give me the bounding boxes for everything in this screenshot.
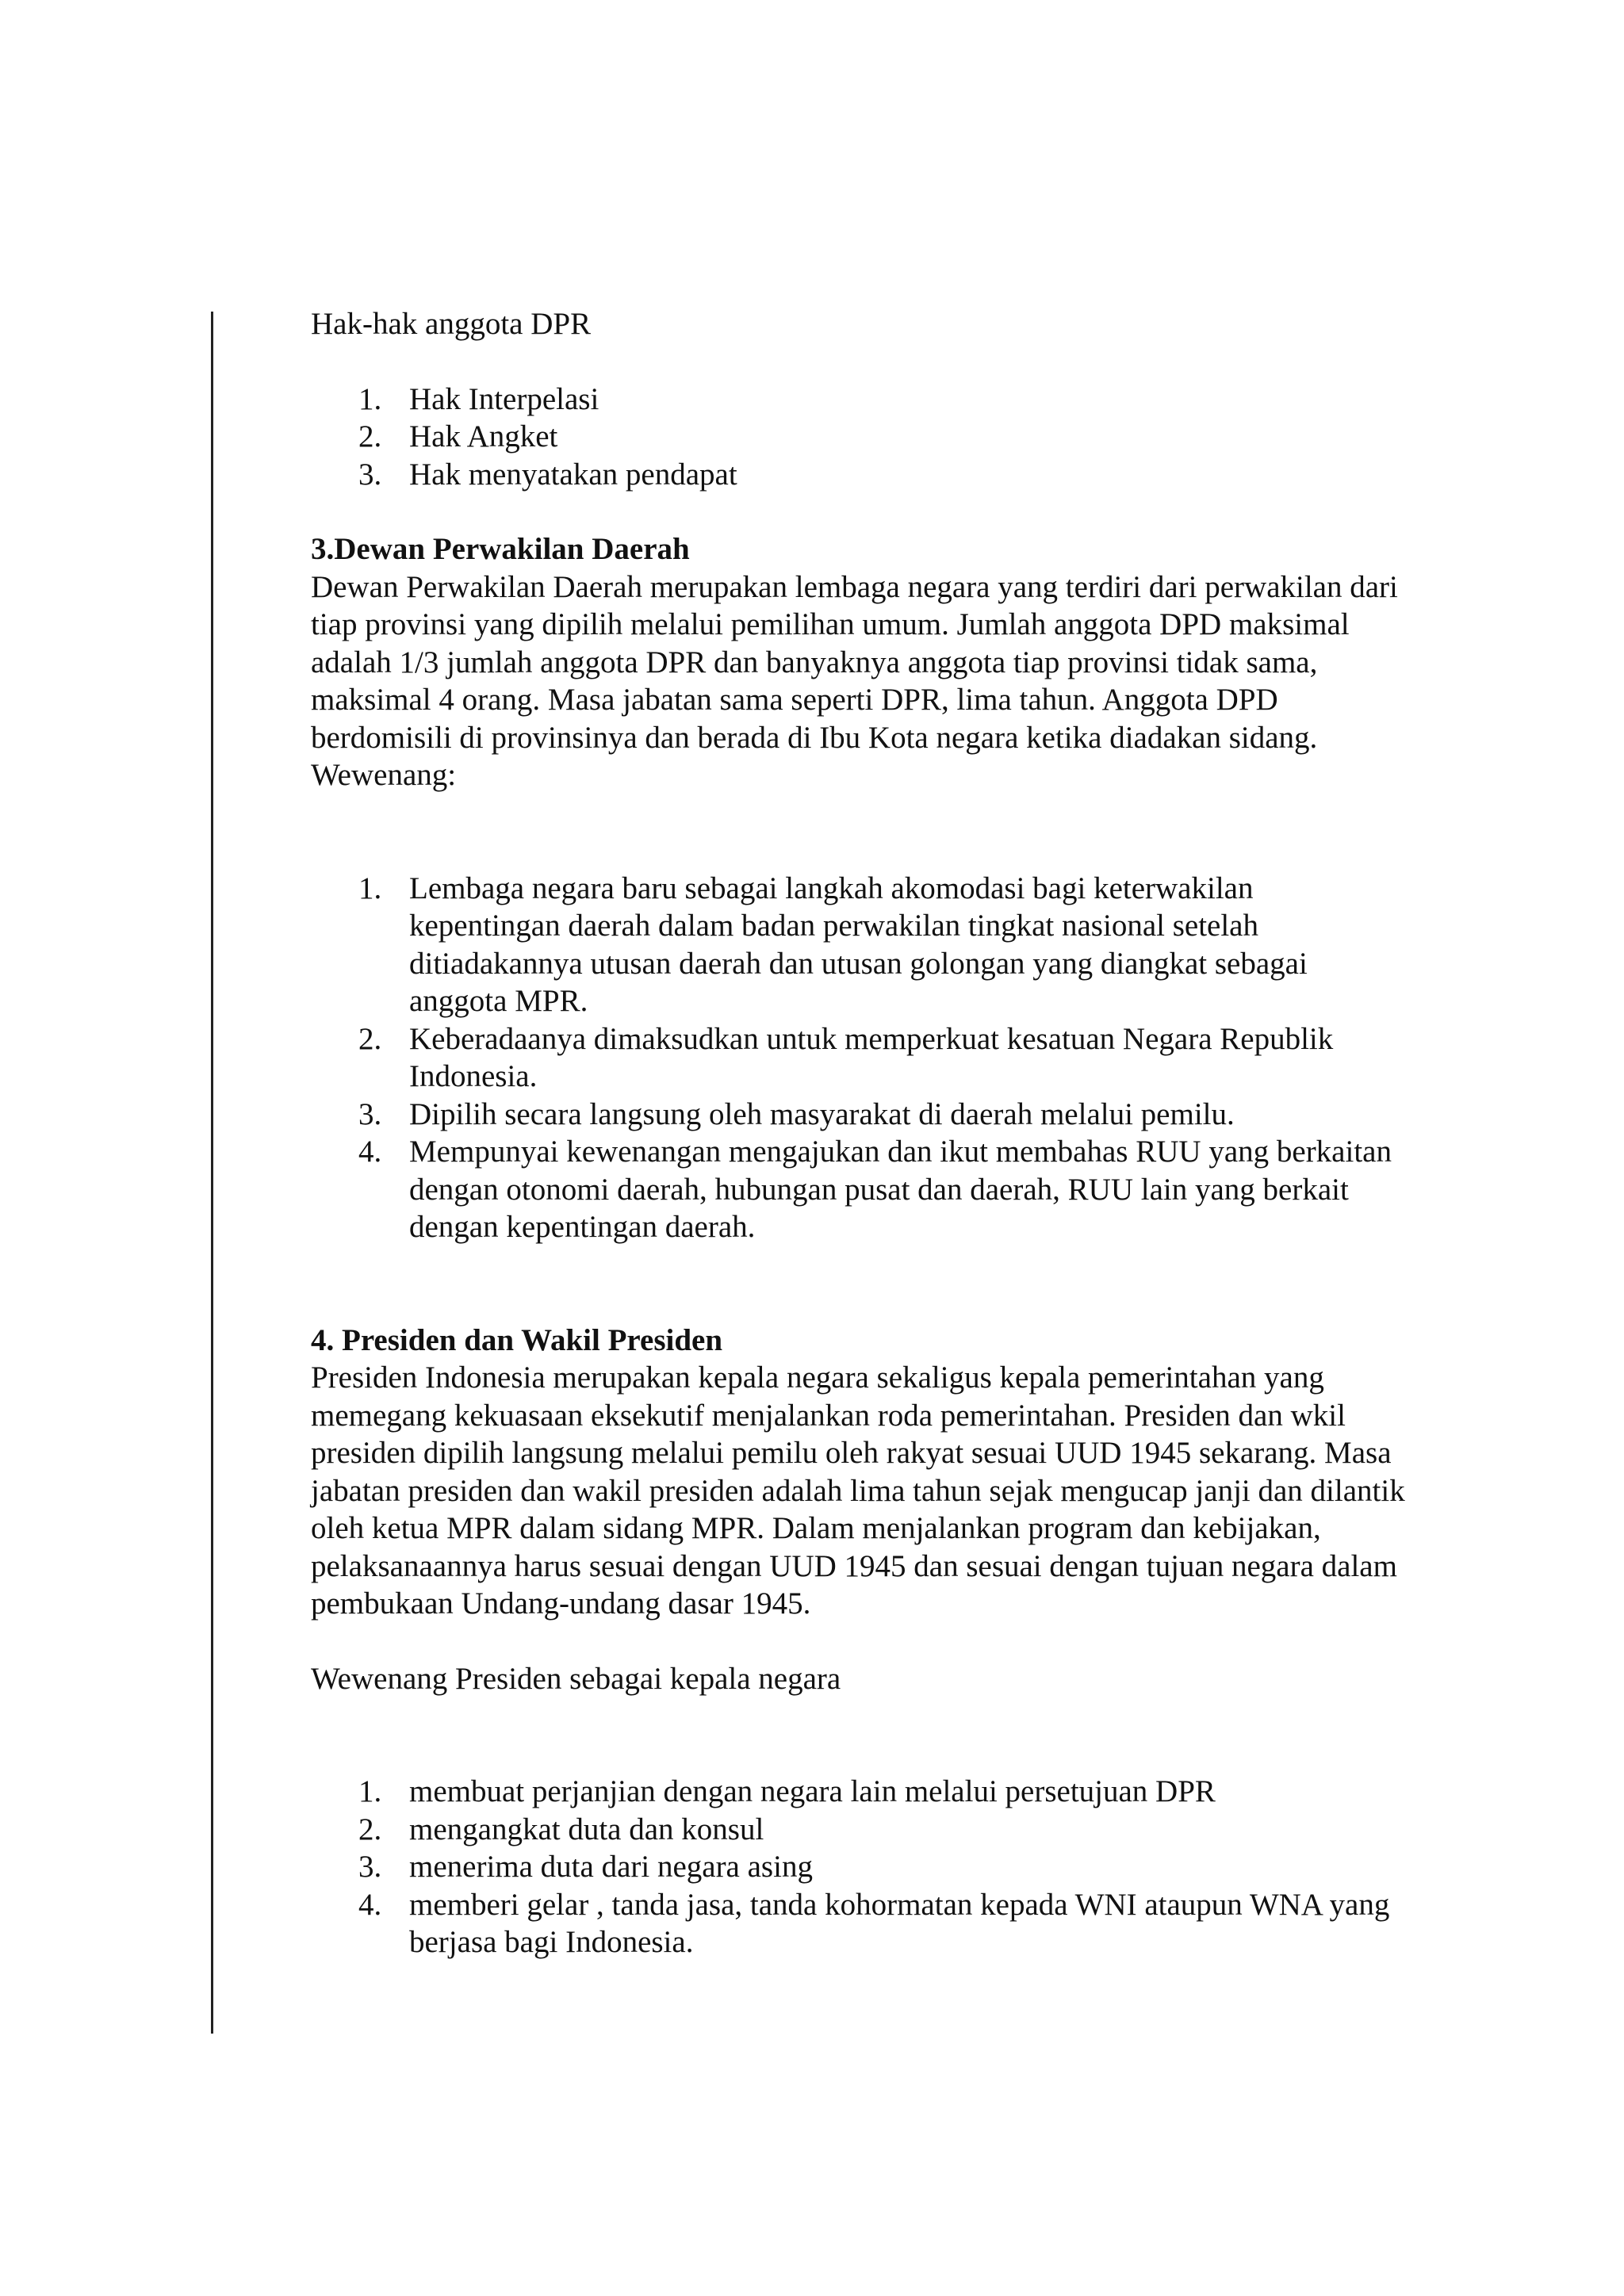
dpr-rights-list [311, 381, 1405, 494]
presiden-wewenang-list [311, 1773, 1405, 1961]
dpd-wewenang-label: Wewenang: [311, 758, 457, 792]
list-item: 1. membuat perjanjian dengan negara lain melalui persetujuan DPR [358, 1774, 1216, 1808]
dpd-heading: 3.Dewan Perwakilan Daerah [311, 532, 690, 566]
list-item: 4. memberi gelar , tanda jasa, tanda kohormatan kepada WNI ataupun WNA yang berjasa bagi Indonesia. [358, 1887, 1390, 1959]
dpd-wewenang-list [311, 870, 1405, 1246]
list-item: 1. Lembaga negara baru sebagai langkah akomodasi bagi keterwakilan kepentingan daerah dalam badan perwakilan tingkat nasional setelah ditiadakannya utusan daerah dan utusan golongan yang diangkat sebagai anggota MPR. [358, 871, 1308, 1018]
list-item: 2. mengangkat duta dan konsul [358, 1812, 764, 1846]
presiden-wewenang-label: Wewenang Presiden sebagai kepala negara [311, 1661, 841, 1696]
list-item: 3. menerima duta dari negara asing [358, 1850, 813, 1884]
presiden-heading: 4. Presiden dan Wakil Presiden [311, 1322, 723, 1357]
presiden-paragraph: Presiden Indonesia merupakan kepala negara sekaligus kepala pemerintahan yang memegang kekuasaan eksekutif menjalankan roda pemerintahan. Presiden dan wkil presiden dipilih langsung melalui pemilu oleh rakyat sesuai UUD 1945 sekarang. Masa jabatan presiden dan wakil presiden adalah lima tahun sejak mengucap janji dan dilantik oleh ketua MPR dalam sidang MPR. Dalam menjalankan program dan kebijakan, pelaksanaannya harus sesuai dengan UUD 1945 dan sesuai dengan tujuan negara dalam pembukaan Undang-undang dasar 1945. [311, 1360, 1405, 1621]
list-item: 2. Hak Angket [358, 419, 558, 453]
list-item: 3. Dipilih secara langsung oleh masyarakat di daerah melalui pemilu. [358, 1096, 1235, 1131]
document-body [311, 305, 1405, 1961]
list-item: 2. Keberadaanya dimaksudkan untuk memperkuat kesatuan Negara Republik Indonesia. [358, 1021, 1334, 1093]
list-item: 1. Hak Interpelasi [358, 381, 599, 416]
list-item: 3. Hak menyatakan pendapat [358, 457, 737, 492]
list-item: 4. Mempunyai kewenangan mengajukan dan ikut membahas RUU yang berkaitan dengan otonomi daerah, hubungan pusat dan daerah, RUU lain yang berkait dengan kepentingan daerah. [358, 1135, 1392, 1244]
dpr-rights-title: Hak-hak anggota DPR [311, 307, 592, 341]
margin-line [211, 312, 213, 2034]
dpd-paragraph: Dewan Perwakilan Daerah merupakan lembaga negara yang terdiri dari perwakilan dari tiap provinsi yang dipilih melalui pemilihan umum. Jumlah anggota DPD maksimal adalah 1/3 jumlah anggota DPR dan banyaknya anggota tiap provinsi tidak sama, maksimal 4 orang. Masa jabatan sama seperti DPR, lima tahun. Anggota DPD berdomisili di provinsinya dan berada di Ibu Kota negara ketika diadakan sidang. [311, 569, 1398, 755]
